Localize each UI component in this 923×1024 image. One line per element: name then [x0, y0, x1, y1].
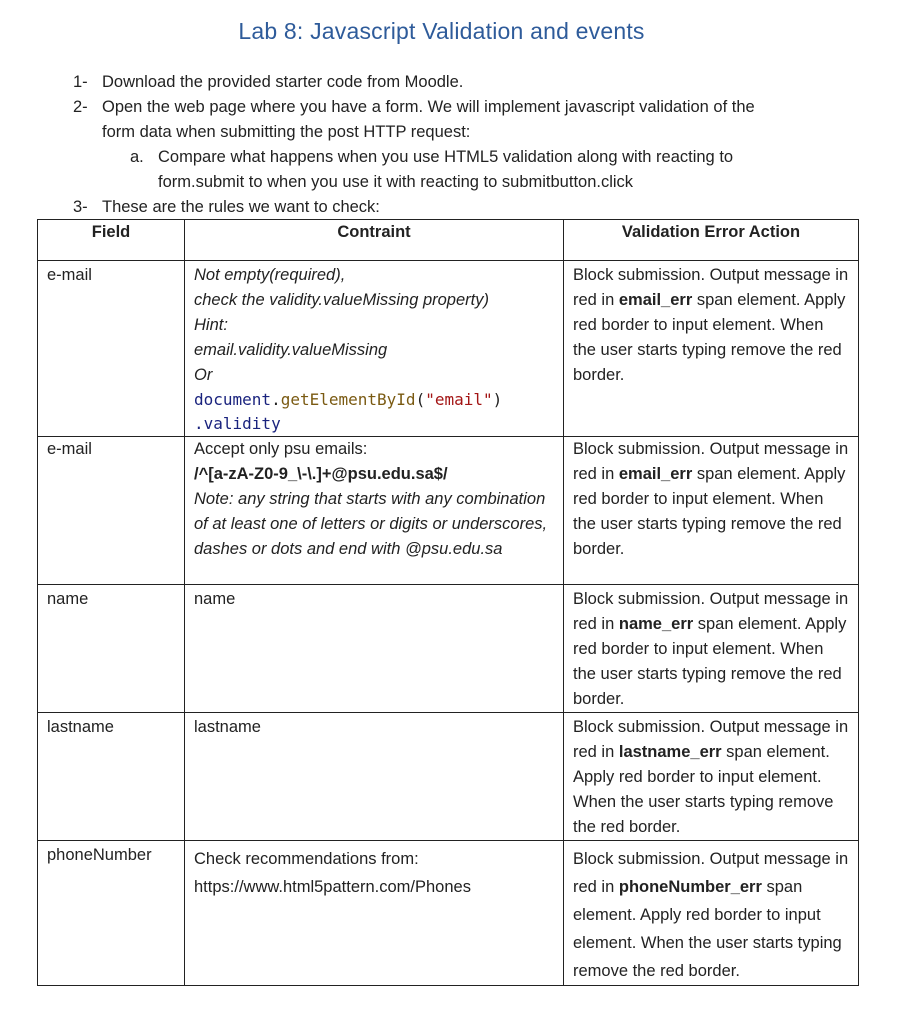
cell-constraint: lastname: [185, 713, 564, 841]
cell-field: name: [38, 585, 185, 713]
code-paren: (: [415, 390, 426, 409]
table-row: [38, 261, 859, 437]
step-number: 3-: [73, 198, 88, 216]
cell-action: [564, 841, 859, 986]
step-text: Download the provided starter code from Moodle.: [102, 73, 464, 91]
constraint-line: Not empty(required),: [194, 266, 346, 284]
cell-action: [564, 585, 859, 713]
step-text: Compare what happens when you use HTML5 validation along with reacting to: [158, 148, 734, 166]
action-text: span element. Apply red border to input element. When the user starts typing remove the red border.: [573, 291, 846, 384]
step-number: 1-: [73, 73, 88, 91]
constraint-line: check the validity.valueMissing property): [194, 291, 489, 309]
cell-constraint: name: [185, 585, 564, 713]
reference-url: https://www.html5pattern.com/Phones: [194, 878, 471, 896]
step-number: 2-: [73, 98, 88, 116]
action-element-id: phoneNumber_err: [618, 878, 762, 896]
table-row: [38, 713, 859, 841]
action-text: span element. Apply red border to input element. When the user starts typing remove the red border.: [573, 743, 834, 836]
regex-pattern: /^[a-zA-Z0-9_\-\.]+@psu.edu.sa$/: [194, 465, 448, 483]
action-element-id: email_err: [618, 291, 693, 309]
constraint-line: Check recommendations from:: [194, 850, 419, 868]
cell-constraint: [185, 841, 564, 986]
cell-field: e-mail: [38, 261, 185, 437]
cell-constraint: [185, 437, 564, 585]
constraint-note: Note: any string that starts with any combination of at least one of letters or digits or underscores, dashes or dots and end with @psu.edu.sa: [194, 490, 548, 558]
cell-field: lastname: [38, 713, 185, 841]
validation-rules-table: [37, 219, 859, 986]
header-action: Validation Error Action: [564, 220, 859, 261]
table-row: [38, 437, 859, 585]
action-element-id: lastname_err: [618, 743, 722, 761]
cell-action: [564, 261, 859, 437]
action-text: Block submission. Output message in red in: [573, 440, 849, 483]
cell-field: e-mail: [38, 437, 185, 585]
constraint-line: email.validity.valueMissing: [194, 341, 388, 359]
step-number: a.: [130, 148, 144, 166]
constraint-line: Or: [194, 366, 213, 384]
cell-action: [564, 437, 859, 585]
document-title: Lab 8: Javascript Validation and events: [238, 18, 645, 44]
code-string: "email": [425, 390, 493, 409]
code-snippet: [194, 388, 554, 412]
cell-field: phoneNumber: [38, 841, 185, 986]
action-text: Block submission. Output message in red in: [573, 850, 849, 896]
constraint-line: Accept only psu emails:: [194, 440, 368, 458]
header-field: Field: [38, 220, 185, 261]
code-dot: .: [271, 390, 281, 409]
action-text: Block submission. Output message in red in: [573, 590, 849, 633]
cell-action: [564, 713, 859, 841]
code-function: getElementById: [280, 390, 416, 409]
step-text-continued: form data when submitting the post HTTP request:: [102, 123, 471, 141]
table-header-row: [38, 220, 859, 261]
header-constraint: Contraint: [185, 220, 564, 261]
action-element-id: email_err: [618, 465, 693, 483]
code-paren: ): [492, 390, 503, 409]
table-row: [38, 585, 859, 713]
table-row: [38, 841, 859, 986]
step-text-continued: form.submit to when you use it with reacting to submitbutton.click: [158, 173, 634, 191]
action-element-id: name_err: [618, 615, 694, 633]
step-text: Open the web page where you have a form. We will implement javascript validation of the: [102, 98, 755, 116]
action-text: span element. Apply red border to input element. When the user starts typing remove the red border.: [573, 465, 846, 558]
step-text: These are the rules we want to check:: [102, 198, 380, 216]
cell-constraint: [185, 261, 564, 437]
code-property: .validity: [194, 414, 281, 433]
action-text: span element. Apply red border to input element. When the user starts typing remove the red border.: [573, 615, 847, 708]
action-text: span element. Apply red border to input element. When the user starts typing remove the red border.: [573, 878, 842, 980]
code-object: document: [194, 390, 272, 409]
action-text: Block submission. Output message in red in: [573, 718, 849, 761]
constraint-line: Hint:: [194, 316, 228, 334]
action-text: Block submission. Output message in red in: [573, 266, 849, 309]
